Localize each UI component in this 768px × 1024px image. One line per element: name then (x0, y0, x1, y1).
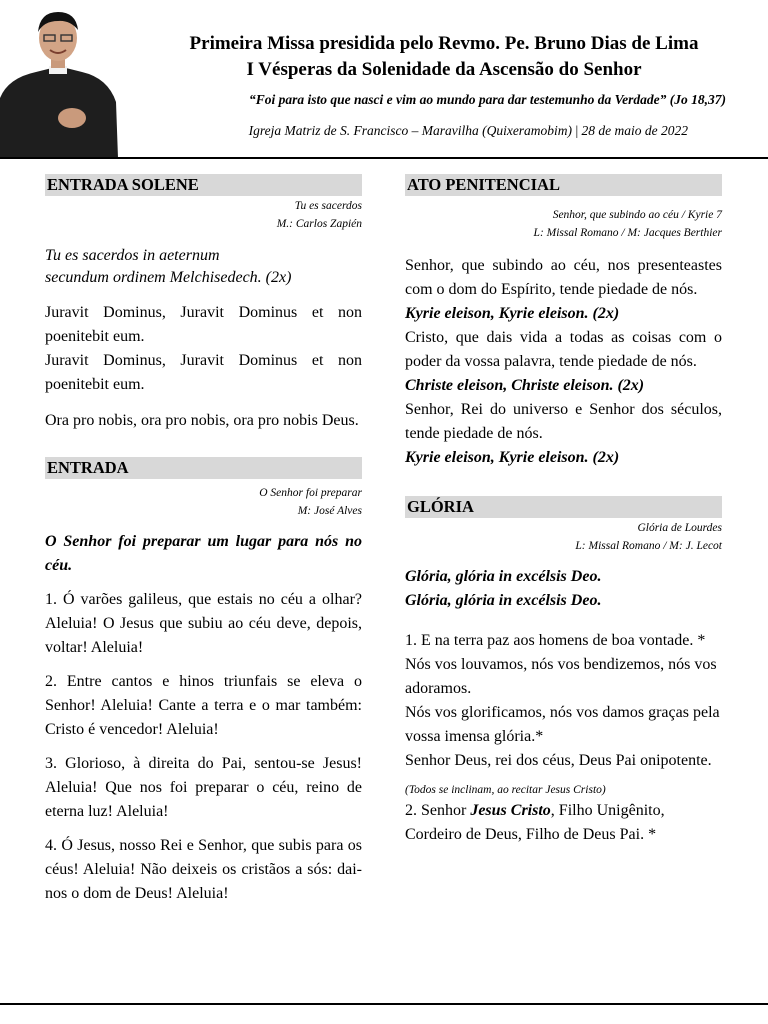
page-header (0, 0, 768, 160)
priest-portrait-icon (0, 6, 118, 158)
response: Christe eleison, Christe eleison. (2x) (405, 377, 645, 394)
rubric-note: (Todos se inclinam, ao recitar Jesus Cristo) (405, 784, 606, 796)
header-place: Igreja Matriz de S. Francisco – Maravilha (Quixeramobim) (248, 123, 573, 138)
verse-emphasis: Jesus Cristo (470, 802, 551, 819)
right-column (405, 174, 722, 847)
verse-line (405, 799, 722, 847)
header-divider (0, 157, 768, 159)
response: Kyrie eleison, Kyrie eleison. (2x) (405, 449, 620, 466)
section-title: GLÓRIA (405, 496, 722, 518)
refrain: Glória, glória in excélsis Deo. (405, 592, 602, 609)
stanza: 1. Ó varões galileus, que estais no céu a olhar? Aleluia! O Jesus que subiu ao céu deve, depois, voltar! Aleluia! (45, 591, 362, 656)
verse: Juravit Dominus, Juravit Dominus et non poenitebit eum. (45, 304, 362, 345)
verse-text: , Filho Unigênito, Cordeiro de Deus, Filho de Deus Pai. * (405, 802, 665, 843)
invocation: Cristo, que dais vida a todas as coisas com o poder da vossa palavra, tende piedade de nós. (405, 329, 722, 370)
song-credit: M.: Carlos Zapién (276, 218, 362, 230)
stanza: 4. Ó Jesus, nosso Rei e Senhor, que subis para os céus! Aleluia! Não deixeis os cristãos a sós: dai-nos o dom de Deus! Aleluia! (45, 837, 362, 902)
verse: Juravit Dominus, Juravit Dominus et non poenitebit eum. (45, 352, 362, 393)
verse: Ora pro nobis, ora pro nobis, ora pro nobis Deus. (45, 412, 359, 429)
section-entrada-solene (45, 174, 362, 433)
song-title: O Senhor foi preparar (259, 487, 362, 499)
page-subtitle: I Vésperas da Solenidade da Ascensão do Senhor (246, 59, 642, 80)
header-quote: “Foi para isto que nasci e vim ao mundo para dar testemunho da Verdade” (Jo 18,37) (248, 92, 726, 107)
verse-line: 1. E na terra paz aos homens de boa vontade. * (405, 632, 706, 649)
song-credit: L: Missal Romano / M: J. Lecot (575, 540, 722, 552)
section-ato-penitencial (405, 174, 722, 470)
response: Kyrie eleison, Kyrie eleison. (2x) (405, 305, 620, 322)
page-title: Primeira Missa presidida pelo Revmo. Pe. Bruno Dias de Lima (189, 33, 699, 54)
stanza: 3. Glorioso, à direita do Pai, sentou-se Jesus! Aleluia! Que nos foi preparar o céu, reino de eterna luz! Aleluia! (45, 755, 362, 820)
section-title: ENTRADA SOLENE (45, 174, 362, 196)
header-separator: | (575, 123, 579, 138)
section-title: ATO PENITENCIAL (405, 174, 722, 196)
section-title: ENTRADA (45, 457, 362, 479)
refrain: O Senhor foi preparar um lugar para nós no céu. (45, 533, 362, 574)
antiphon-line: Tu es sacerdos in aeternum (45, 247, 220, 264)
footer-divider (0, 1003, 768, 1005)
invocation: Senhor, que subindo ao céu, nos presenteastes com o dom do Espírito, tende piedade de nós. (405, 257, 722, 298)
refrain: Glória, glória in excélsis Deo. (405, 568, 602, 585)
song-title: Senhor, que subindo ao céu / Kyrie 7 (552, 209, 722, 221)
section-entrada (45, 457, 362, 906)
antiphon-line: secundum ordinem Melchisedech. (2x) (45, 269, 292, 286)
invocation: Senhor, Rei do universo e Senhor dos séculos, tende piedade de nós. (405, 401, 722, 442)
song-title: Tu es sacerdos (294, 200, 362, 212)
section-gloria (405, 496, 722, 847)
left-column (45, 174, 362, 906)
header-date: 28 de maio de 2022 (581, 123, 688, 138)
verse-text: 2. Senhor (405, 802, 471, 819)
verse-line: Senhor Deus, rei dos céus, Deus Pai onipotente. (405, 752, 712, 769)
song-title: Glória de Lourdes (637, 522, 722, 534)
verse-line: Nós vos louvamos, nós vos bendizemos, nós vos adoramos. (405, 656, 717, 697)
song-credit: L: Missal Romano / M: Jacques Berthier (533, 227, 722, 239)
header-place-date (130, 123, 688, 139)
verse-line: Nós vos glorificamos, nós vos damos graças pela vossa imensa glória.* (405, 704, 720, 745)
song-credit: M: José Alves (297, 505, 362, 517)
stanza: 2. Entre cantos e hinos triunfais se eleva o Senhor! Aleluia! Cante a terra e o mar também: Cristo é vencedor! Aleluia! (45, 673, 362, 738)
